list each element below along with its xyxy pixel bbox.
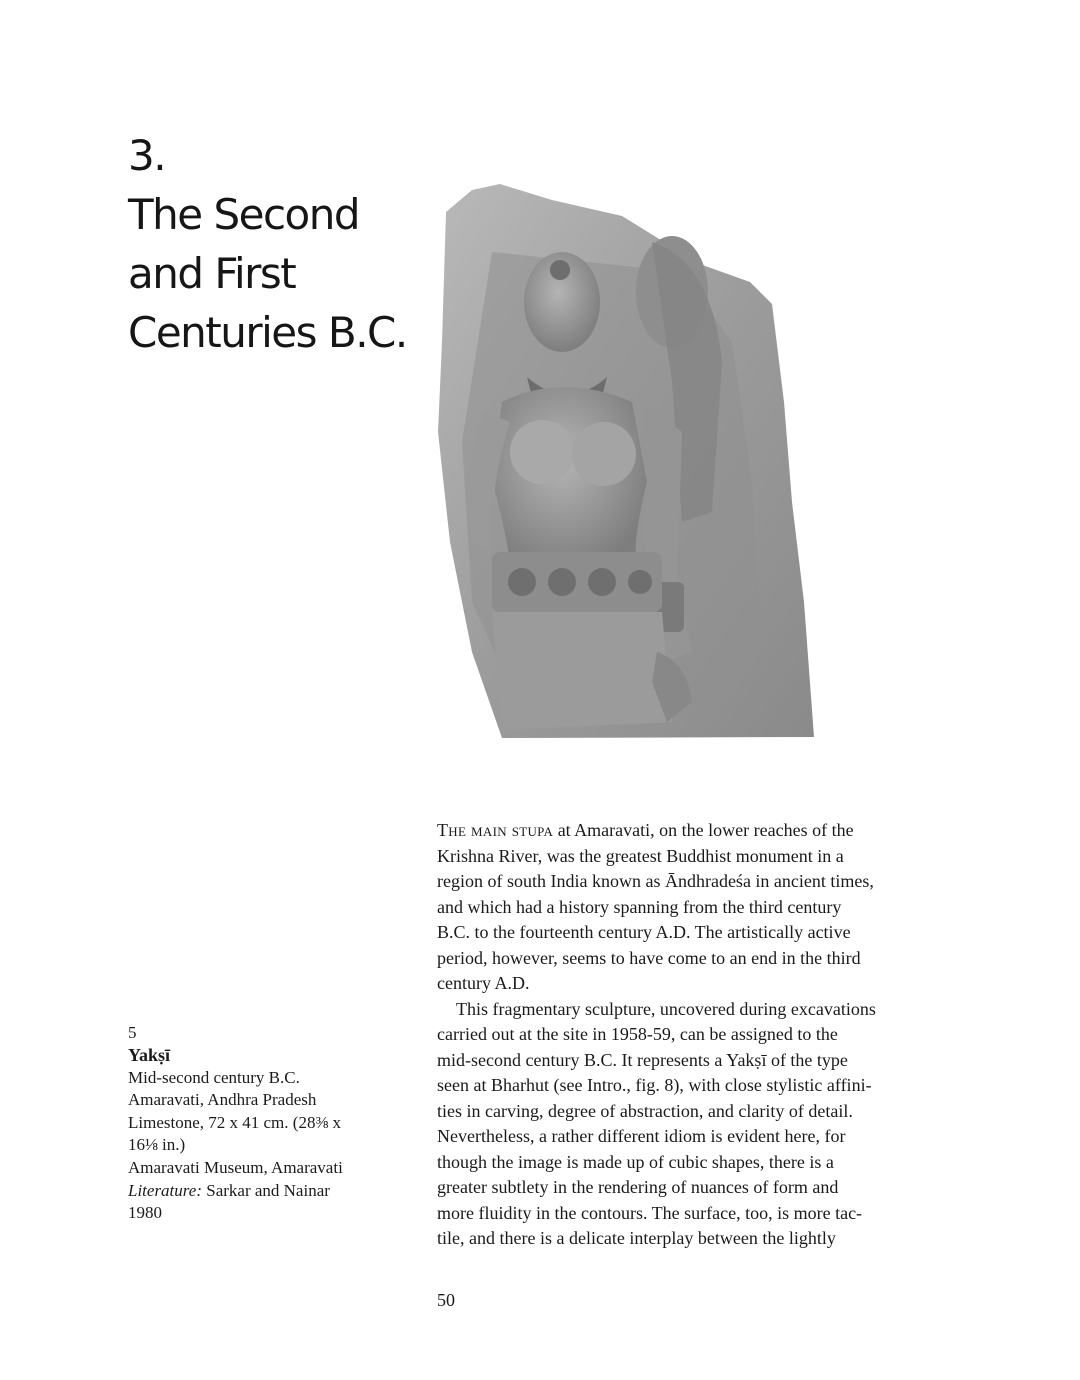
- catalogue-line: Amaravati, Andhra Pradesh: [128, 1090, 317, 1110]
- catalogue-title: Yakṣī: [128, 1045, 171, 1065]
- figure-headdress: [550, 260, 570, 280]
- body-text: [437, 818, 957, 1252]
- paragraph-1: [437, 818, 957, 997]
- figure-lower-body: [492, 612, 672, 730]
- figure-breast-right: [572, 422, 636, 486]
- literature-text: Sarkar and Nainar: [201, 1180, 330, 1200]
- catalogue-caption: [128, 1022, 378, 1225]
- lead-smallcaps: The main stupa: [437, 820, 554, 840]
- text-line: The main stupa at Amaravati, on the lower reaches of the: [437, 820, 854, 840]
- chapter-title-line: and First: [128, 249, 296, 298]
- paragraph-2: [437, 997, 957, 1252]
- text-line: greater subtlety in the rendering of nuances of form and: [437, 1177, 839, 1197]
- catalogue-literature: [128, 1180, 378, 1203]
- catalogue-line: Mid-second century B.C.: [128, 1067, 300, 1087]
- figure-torso: [492, 387, 647, 572]
- text-line: period, however, seems to have come to an end in the third: [437, 947, 861, 968]
- text-line: century A.D.: [437, 973, 530, 993]
- catalogue-line: Limestone, 72 x 41 cm. (28⅜ x: [128, 1112, 341, 1132]
- page-number: 50: [437, 1290, 455, 1310]
- text-line: and which had a history spanning from the third century: [437, 896, 842, 917]
- literature-label: Literature:: [128, 1180, 202, 1200]
- text-line: Krishna River, was the greatest Buddhist monument in a: [437, 845, 844, 866]
- chapter-title-line: Centuries B.C.: [128, 308, 407, 357]
- catalogue-line: 16⅛ in.): [128, 1135, 186, 1155]
- text-line: Nevertheless, a rather different idiom is evident here, for: [437, 1126, 846, 1146]
- text-line: mid-second century B.C. It represents a Yakṣī of the type: [437, 1049, 848, 1070]
- figure-breast-left: [510, 420, 574, 484]
- literature-year: 1980: [128, 1203, 162, 1223]
- text-line: ties in carving, degree of abstraction, and clarity of detail.: [437, 1100, 853, 1121]
- text-line: seen at Bharhut (see Intro., fig. 8), with close stylistic affini-: [437, 1075, 872, 1095]
- text-line: This fragmentary sculpture, uncovered during excavations: [456, 998, 876, 1019]
- catalogue-line: Amaravati Museum, Amaravati: [128, 1157, 343, 1177]
- text-line: though the image is made up of cubic shapes, there is a: [437, 1151, 834, 1172]
- text-line: more fluidity in the contours. The surface, too, is more tac-: [437, 1202, 863, 1223]
- text-line: tile, and there is a delicate interplay between the lightly: [437, 1228, 836, 1248]
- text-line: region of south India known as Āndhradeśa in ancient times,: [437, 871, 874, 891]
- text-line: carried out at the site in 1958-59, can be assigned to the: [437, 1024, 838, 1044]
- chapter-title-line: The Second: [128, 190, 360, 239]
- chapter-number: 3.: [128, 131, 166, 180]
- catalogue-number: 5: [128, 1023, 137, 1042]
- chapter-heading: [128, 126, 428, 362]
- yaksi-sculpture-photo: [432, 182, 816, 740]
- text-line: B.C. to the fourteenth century A.D. The artistically active: [437, 922, 851, 942]
